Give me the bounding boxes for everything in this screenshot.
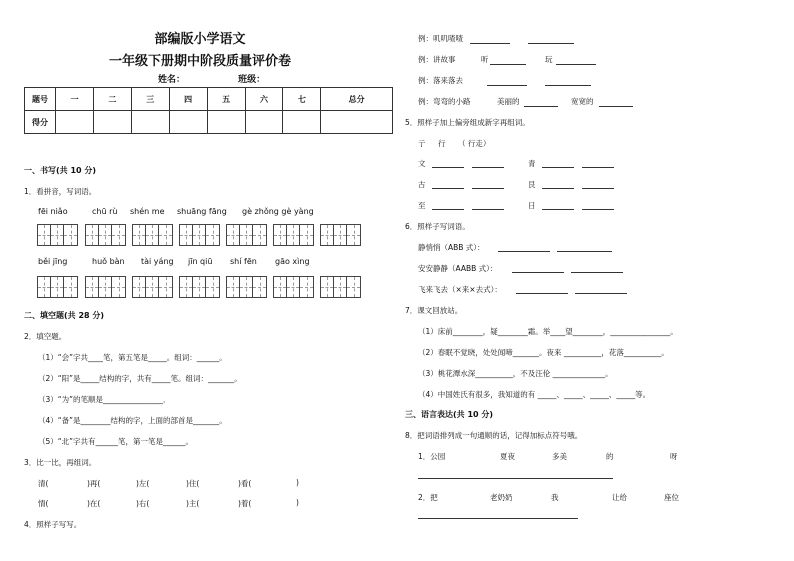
pinyin-label: chū rù	[92, 207, 118, 216]
name-class-row	[158, 72, 265, 85]
pinyin-label: huǒ bàn	[92, 257, 125, 266]
score-cell[interactable]	[169, 111, 207, 134]
writing-box-group[interactable]	[226, 224, 267, 246]
example-2-play: 玩	[545, 55, 553, 64]
example-4-wide: 宽宽的	[571, 97, 594, 106]
score-table	[24, 87, 393, 134]
q5-example-result: 行	[438, 139, 446, 148]
writing-box-group[interactable]	[179, 276, 220, 298]
q2-item-2: （2）“阳”是_____结构的字，共有_____笔。组词：_______。	[38, 374, 242, 383]
writing-box-group[interactable]	[320, 224, 361, 246]
q5-char: 至	[418, 201, 426, 210]
example-4: 例：弯弯的小路	[418, 97, 471, 106]
q7-item-4: （4）中国姓氏有很多，我知道的有 _____、_____、_____、_____等。	[418, 390, 651, 399]
writing-box-group[interactable]	[226, 276, 267, 298]
q3-prompt: 3．比一比，再组词。	[24, 458, 97, 467]
q5-char: 古	[418, 180, 426, 189]
q8-word: 老奶奶	[490, 493, 513, 502]
pinyin-label: běi jīng	[38, 257, 68, 266]
pinyin-label: shí fēn	[230, 257, 257, 266]
q6-item-2: 安安静静（AABB 式）：	[418, 264, 498, 273]
score-cell[interactable]	[321, 111, 393, 134]
writing-box-group[interactable]	[37, 276, 78, 298]
example-2-listen: 听	[481, 55, 489, 64]
compare-char: )在(	[87, 499, 101, 508]
compare-char: )着(	[238, 499, 252, 508]
class-label: 班级：	[238, 75, 266, 85]
q2-item-3: （3）“为”的笔顺是________________．	[38, 395, 171, 404]
q4-prompt: 4．照样子写写。	[24, 520, 82, 529]
score-header-cell: 一	[56, 88, 94, 111]
q6-prompt: 6．照样子写词语。	[405, 222, 470, 231]
q8-word: 的	[606, 452, 614, 461]
score-header-cell: 五	[207, 88, 245, 111]
q8-answer-line-1[interactable]	[418, 478, 613, 479]
score-header-cell: 七	[283, 88, 321, 111]
compare-char: )看(	[238, 479, 252, 488]
score-cell[interactable]	[56, 111, 94, 134]
q5-example-word: （ 行走）	[458, 139, 491, 148]
q2-item-5: （5）“北”字共有______笔，第一笔是______。	[38, 437, 194, 446]
q7-item-3: （3）桃花潭水深__________，不及汪伦 ______________。	[418, 369, 613, 378]
writing-box-group[interactable]	[37, 224, 78, 246]
score-cell[interactable]	[283, 111, 321, 134]
score-header-cell: 二	[93, 88, 131, 111]
compare-char: )再(	[87, 479, 101, 488]
exam-subtitle: 一年级下册期中阶段质量评价卷	[108, 54, 291, 69]
q5-example-char: 亍	[418, 139, 426, 148]
q5-char: 文	[418, 159, 426, 168]
score-header-cell: 六	[245, 88, 283, 111]
writing-box-group[interactable]	[179, 224, 220, 246]
score-header-cell: 三	[131, 88, 169, 111]
q8-word: 多美	[552, 452, 567, 461]
q7-item-2: （2）春眠不觉晓，处处闻啼_______。夜来 __________，花落__________。	[418, 348, 669, 357]
q2-item-4: （4）“备”是________结构的字，上面的部首是_______。	[38, 416, 227, 425]
compare-char: )右(	[136, 499, 150, 508]
pinyin-label: tài yáng	[141, 257, 174, 266]
section-1-heading: 一、书写(共 10 分)	[24, 166, 97, 175]
score-cell[interactable]	[131, 111, 169, 134]
q5-char: 日	[528, 201, 536, 210]
q5-char: 青	[528, 159, 536, 168]
compare-char: )主(	[186, 499, 200, 508]
compare-char: )	[296, 498, 299, 507]
q8-word: 夏夜	[500, 452, 515, 461]
pinyin-label: gè zhǒng gè yàng	[242, 207, 314, 216]
section-3-heading: 三、语言表达(共 10 分)	[405, 410, 494, 419]
q5-char: 艮	[528, 180, 536, 189]
pinyin-label: shén me	[130, 207, 165, 216]
score-cell[interactable]	[245, 111, 283, 134]
q8-word: 1．公园	[418, 452, 446, 461]
writing-box-group[interactable]	[132, 276, 173, 298]
pinyin-label: jīn qiū	[188, 257, 213, 266]
q6-item-1: 静悄悄（ABB 式）：	[418, 243, 485, 252]
q8-answer-line-2[interactable]	[418, 518, 578, 519]
score-header-cell: 四	[169, 88, 207, 111]
score-header-cell: 总分	[321, 88, 393, 111]
q6-item-3: 飞来飞去（×来×去式）：	[418, 285, 502, 294]
q1-prompt: 1．看拼音，写词语。	[24, 187, 97, 196]
q2-prompt: 2．填空题。	[24, 332, 67, 341]
compare-char: 情(	[38, 499, 49, 508]
example-2: 例：讲故事	[418, 55, 456, 64]
q8-word: 我	[551, 493, 559, 502]
compare-char: )住(	[186, 479, 200, 488]
q2-item-1: （1）“会”字共____笔，第五笔是_____。组词：______。	[38, 353, 227, 362]
writing-box-group[interactable]	[85, 224, 126, 246]
q5-prompt: 5．照样子加上偏旁组成新字再组词。	[405, 118, 530, 127]
pinyin-label: fēi niǎo	[38, 207, 68, 216]
example-1: 例：叽叽喳喳	[418, 34, 463, 43]
q8-word: 2．把	[418, 493, 438, 502]
q7-item-1: （1）床前________，疑________霜。举____望________，________________。	[418, 327, 678, 336]
writing-box-group[interactable]	[273, 224, 314, 246]
q8-word: 座位	[664, 493, 679, 502]
section-2-heading: 二、填空题(共 28 分)	[24, 311, 105, 320]
compare-char: )左(	[136, 479, 150, 488]
writing-box-group[interactable]	[85, 276, 126, 298]
score-row-label: 得分	[25, 111, 56, 134]
q8-word: 让给	[612, 493, 627, 502]
writing-box-group[interactable]	[273, 276, 314, 298]
score-header-cell: 题号	[25, 88, 56, 111]
compare-char: )	[296, 478, 299, 487]
score-cell[interactable]	[93, 111, 131, 134]
q8-word: 呀	[670, 452, 678, 461]
pinyin-label: gāo xìng	[275, 257, 310, 266]
name-label: 姓名：	[158, 75, 186, 85]
score-cell[interactable]	[207, 111, 245, 134]
exam-title: 部编版小学语文	[154, 32, 246, 47]
q7-prompt: 7．课文回放站。	[405, 306, 463, 315]
example-4-beautiful: 美丽的	[497, 97, 520, 106]
compare-char: 清(	[38, 479, 49, 488]
example-3: 例：落来落去	[418, 76, 463, 85]
writing-box-group[interactable]	[132, 224, 173, 246]
writing-box-group[interactable]	[320, 276, 361, 298]
q8-prompt: 8．把词语排列成一句通顺的话，记得加标点符号哦。	[405, 431, 583, 440]
pinyin-label: shuāng fāng	[177, 207, 227, 216]
